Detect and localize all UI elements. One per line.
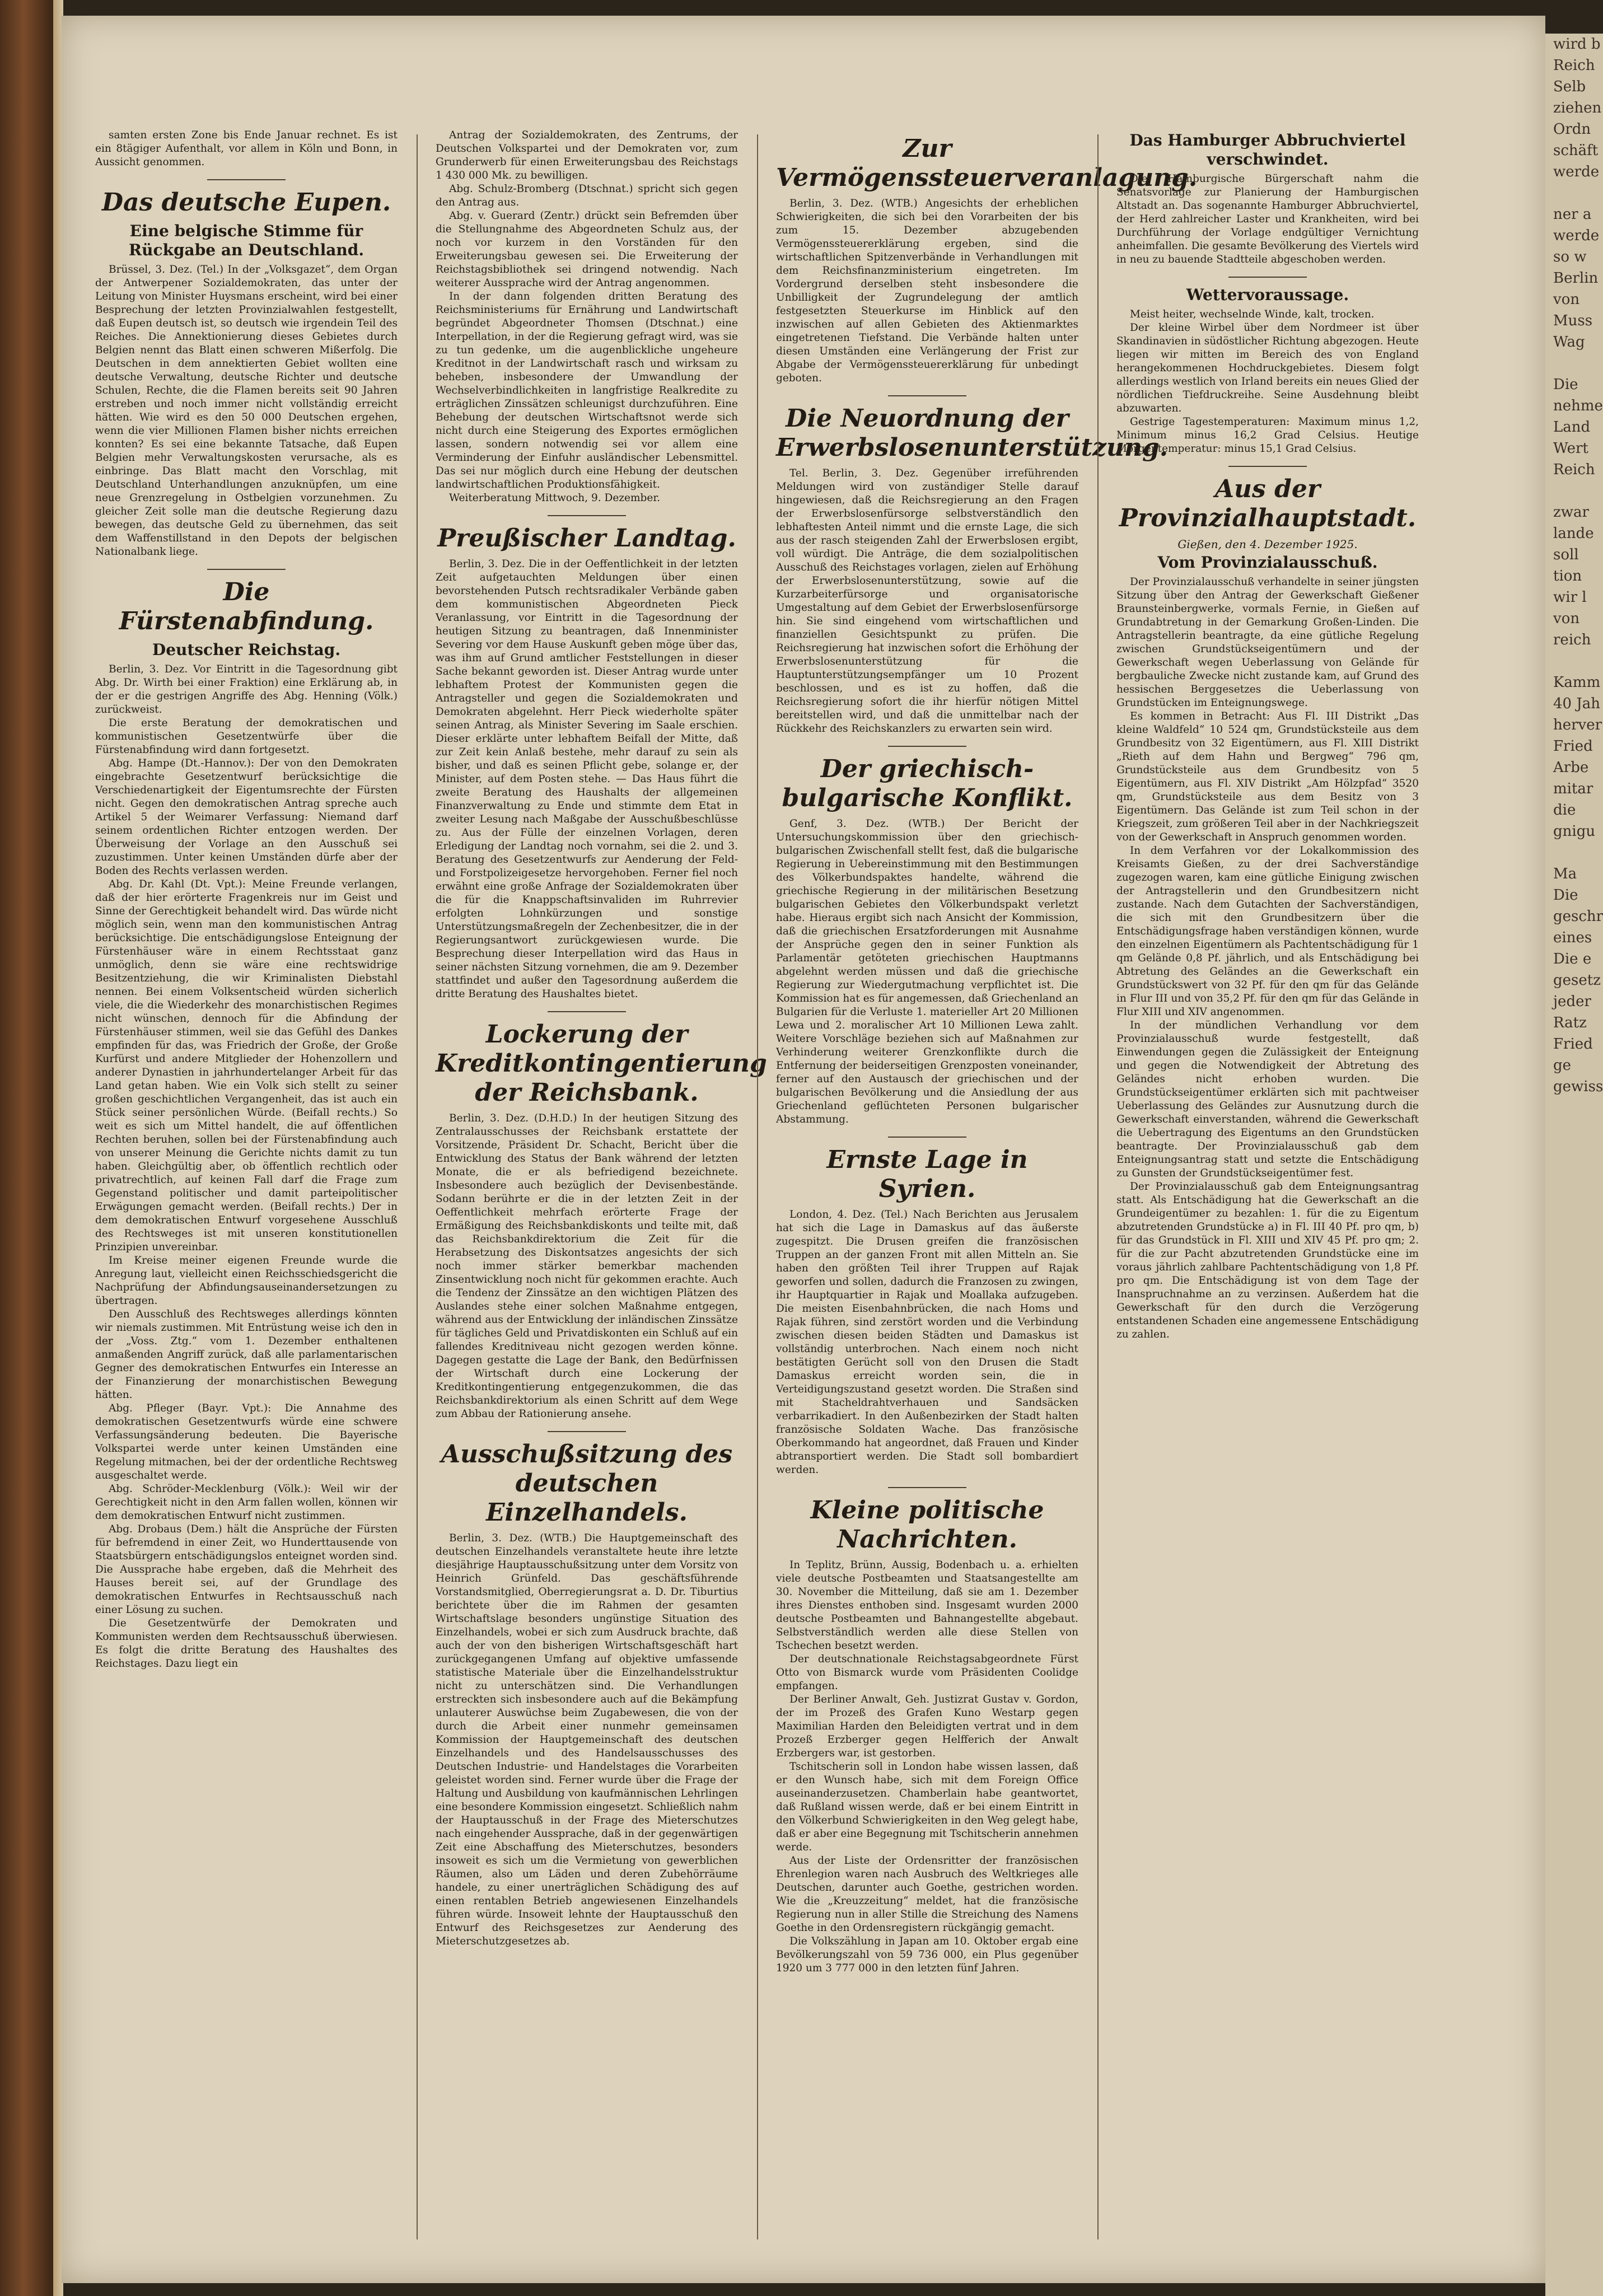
article-paragraph: Abg. Pfleger (Bayr. Vpt.): Die Annahme des demokratischen Gesetzentwurfs würde eine schwere Verfassungsänderung bedeuten. Die Bayerische Volkspartei werde unter keinen Umständen eine Regelung mitmachen, bei der der ordentliche Rechtsweg ausgeschaltet werde. [95, 1402, 398, 1481]
adjacent-page-text-fragment: Reich [1553, 57, 1595, 74]
adjacent-page-text-fragment: eines [1553, 929, 1592, 946]
article-headline: Zur Vermögenssteuerveranlagung. [776, 134, 1198, 192]
article [776, 404, 1169, 736]
newspaper-columns [95, 129, 1433, 2245]
column-2 [436, 129, 767, 2245]
article-separator [207, 179, 286, 180]
adjacent-page-text-fragment [1545, 183, 1603, 204]
article-headline: Der griechisch-bulgarische Konflikt. [782, 755, 1073, 812]
adjacent-page-text-fragment: wird b [1553, 36, 1601, 53]
article-headline: Ernste Lage in Syrien. [826, 1145, 1028, 1203]
article-headline: Ausschußsitzung des deutschen Einzelhandels. [441, 1440, 733, 1527]
adjacent-page-text-fragment: so w [1553, 249, 1587, 265]
article-subhead: Eine belgische Stimme für Rückgabe an Deutschland. [128, 222, 364, 259]
column-divider [757, 134, 758, 2239]
article-paragraph: samten ersten Zone bis Ende Januar rechnet. Es ist ein 8tägiger Aufenthalt, vor allem in Köln und Bonn, in Aussicht genommen. [95, 129, 398, 168]
article-paragraph: Abg. v. Guerard (Zentr.) drückt sein Befremden über die Stellungnahme des Abgeordneten Schulz aus, der noch vor kurzem in den Vorständen für den Erweiterungsbau gewesen sei. Die Erweiterung der Reichstagsbibliothek sei dringend notwendig. Nach weiterer Aussprache wird der Antrag angenommen. [436, 210, 738, 289]
adjacent-page-text-fragment: Die [1553, 376, 1578, 393]
adjacent-page-text-fragment: Reich [1553, 461, 1595, 478]
adjacent-page-text-fragment: werde [1553, 227, 1600, 244]
article-paragraph: Abg. Hampe (Dt.-Hannov.): Der von den Demokraten eingebrachte Gesetzentwurf berücksichtige die Verschiedenartigkeit der Eigentumsrechte der Fürsten nicht. Gegen den demokratischen Antrag spreche auch Artikel 5 der Weimarer Verfassung: Niemand darf seinem ordentlichen Richter entzogen werden. Der Überweisung der Vorlage an den Ausschuß sei zuzustimmen. Unter keinen Umständen dürfe aber der Boden des Rechts verlassen werden. [95, 757, 398, 877]
article [436, 1440, 738, 1948]
article-headline: Lockerung der Kreditkontingentierung der Reichsbank. [436, 1020, 767, 1107]
article-subhead: Wettervoraussage. [1186, 286, 1349, 304]
article-paragraph: Abg. Drobaus (Dem.) hält die Ansprüche der Fürsten für befremdend in einer Zeit, wo Hunderttausende von Staatsbürgern entschädigungslos enteignet worden sind. Die Aussprache habe ergeben, daß die Mehrheit des Hauses bereit sei, auf der Grundlage des demokratischen Entwurfes in Rechtsausschuß nach einer Lösung zu suchen. [95, 1523, 398, 1616]
article [776, 1145, 1078, 1477]
adjacent-page-text-fragment: Berlin [1553, 270, 1599, 287]
article-subhead: Vom Provinzialausschuß. [1157, 553, 1378, 572]
adjacent-page-text-fragment: Die [1553, 887, 1578, 904]
adjacent-page-text-fragment: herver [1553, 717, 1602, 733]
article-headline: Kleine politische Nachrichten. [810, 1496, 1044, 1554]
article-paragraph: Es kommen in Betracht: Aus Fl. III Distrikt „Das kleine Waldfeld“ 10 524 qm, Grundstücksteile aus dem Grundbesitz von 32 Eigentümern, aus Fl. XIII Distrikt „Rieth auf dem Hahn und Bergweg“ 796 qm, Grundstücksteile aus dem Grundbesitz von 5 Eigentümern, aus Fl. XIV Distrikt „Am Hölzpfad“ 3520 qm, Grundstücksteile aus dem Besitz von 3 Eigentümern. Das Gelände ist zum Teil schon in der Kriegszeit, zum größeren Teil aber in der Nachkriegszeit von der Gewerkschaft in Anspruch genommen worden. [1116, 710, 1419, 843]
article-paragraph: Berlin, 3. Dez. (WTB.) Angesichts der erheblichen Schwierigkeiten, die sich bei den Vorarbeiten der bis zum 15. Dezember abzugebenden Vermögenssteuererklärung ergeben, sind die wirtschaftlichen Spitzenverbände in Verhandlungen mit dem Reichsfinanzministerium eingetreten. Im Vordergrund derselben steht insbesondere die Unbilligkeit der Zugrundelegung der amtlich festgesetzten Steuerkurse im Hinblick auf den inzwischen auf allen Gebieten des Aktienmarktes eingetretenen Tiefstand. Die Verbände halten unter diesen Umständen eine Verlängerung der Frist zur Abgabe der Vermögenssteuererklärung für unbedingt geboten. [776, 198, 1078, 384]
article [95, 578, 398, 1671]
article-paragraph: Weiterberatung Mittwoch, 9. Dezember. [449, 492, 661, 504]
adjacent-page-text-fragment: Fried [1553, 738, 1593, 755]
article-paragraph: Den Ausschluß des Rechtsweges allerdings könnten wir niemals zustimmen. Mit Entrüstung weise ich den in der „Voss. Ztg.“ vom 1. Dezember enthaltenen anmaßenden Angriff zurück, daß alle parlamentarischen Gegner des demokratischen Entwurfes ein Interesse an der Finanzierung der monarchistischen Bewegung hätten. [95, 1308, 398, 1401]
adjacent-page-text-fragment: von [1553, 291, 1580, 308]
article-paragraph: Berlin, 3. Dez. (D.H.D.) In der heutigen Sitzung des Zentralausschusses der Reichsbank erstattete der Vorsitzende, Präsident Dr. Schacht, Bericht über die Entwicklung des Status der Bank während der letzten Monate, die er als befriedigend bezeichnete. Insbesondere auch bezüglich der Devisenbestände. Sodann berührte er die in der letzten Zeit in der Oeffentlichkeit mehrfach erörterte Frage der Ermäßigung des Reichsbankdiskonts und teilte mit, daß das Reichsbankdirektorium die Zeit für die Herabsetzung des Diskontsatzes angesichts der sich noch immer stärker bemerkbar machenden Zinsentwicklung noch nicht für gekommen erachte. Auch die Tendenz der Zinssätze an den wichtigen Plätzen des Auslandes stehe einer solchen Maßnahme entgegen, während aus der Entwicklung der inländischen Zinssätze für tägliches Geld und Privatdiskonten ein Schluß auf ein fallendes Kreditniveau nicht gezogen werden könne. Dagegen gestatte die Lage der Bank, den Bedürfnissen der Wirtschaft durch eine Lockerung der Kreditkontingentierung entgegenzukommen, die das Reichsbankdirektorium als einen Schritt auf dem Wege zum Abbau der Rationierung ansehe. [436, 1112, 738, 1420]
article [776, 755, 1078, 1126]
article-paragraph: In Teplitz, Brünn, Aussig, Bodenbach u. a. erhielten viele deutsche Postbeamten und Staatsangestellte am 30. November die Mitteilung, daß sie am 1. Dezember ihres Dienstes enthoben sind. Insgesamt wurden 2000 deutsche Postbeamten und Bahnangestellte abgebaut. Selbstverständlich werden alle diese Stellen von Tschechen besetzt werden. [776, 1559, 1078, 1652]
article-paragraph: Der kleine Wirbel über dem Nordmeer ist über Skandinavien in südöstlicher Richtung abgezogen. Heute liegen wir mitten im Bereich des von England herangekommenen Hochdruckgebietes. Diesem folgt allerdings westlich von Irland bereits ein neues Glied der nördlichen Tiefdruckreihe. Seine Ausdehnung bleibt abzuwarten. [1116, 322, 1419, 414]
adjacent-page-text-fragment: reich [1553, 632, 1591, 648]
article-paragraph: In der dann folgenden dritten Beratung des Reichsministeriums für Ernährung und Landwirtschaft begründet Abgeordneter Thomsen (Dtschnat.) eine Interpellation, in der die Regierung gefragt wird, was sie zu tun gedenke, um die augenblickliche ungeheure Kreditnot in der Landwirtschaft rasch und wirksam zu beheben, insbesondere der Umwandlung der Wechselverbindlichkeiten in langfristige Realkredite zu erträglichen Zinssätzen schleunigst durchzuführen. Eine Behebung der deutschen Wirtschaftsnot werde sich nicht durch eine Steigerung des Exportes ermöglichen lassen, sondern notwendig sei vor allem eine Verminderung der Einfuhr ausländischer Lebensmittel. Das sei nur möglich durch eine Hebung der deutschen landwirtschaftlichen Produktionsfähigkeit. [436, 291, 738, 490]
article-paragraph: Genf, 3. Dez. (WTB.) Der Bericht der Untersuchungskommission über den griechisch-bulgarischen Zwischenfall stellt fest, daß die bulgarische Regierung in Uebereinstimmung mit den Bestimmungen des Völkerbundspaktes handelte, während die griechische Regierung in der militärischen Besetzung bulgarischen Gebietes den Völkerbundspakt verletzt habe. Hieraus ergibt sich nach Ansicht der Kommission, daß die griechischen Ersatzforderungen mit Ausnahme der Ansprüche gegen den in seiner Funktion als Parlamentär getöteten griechischen Hauptmanns abgelehnt werden müssen und daß die griechische Regierung zur Wiedergutmachung verpflichtet ist. Die Kommission hat es für angemessen, daß Griechenland an Bulgarien für die Verluste 1. materieller Art 20 Millionen Lewa und 2. moralischer Art 10 Millionen Lewa zahlt. Weitere Vorschläge beziehen sich auf Maßnahmen zur Verhinderung weiterer Grenzkonflikte durch die Entfernung der beiderseitigen Grenzposten voneinander, ferner auf den Austausch der griechischen und der bulgarischen Bevölkerung und die Ansiedlung der aus Griechenland geflüchteten Personen bulgarischer Abstammung. [776, 818, 1078, 1125]
adjacent-page-text-fragment [1545, 651, 1603, 672]
adjacent-page-text-fragment: die [1553, 802, 1576, 819]
adjacent-page-text-fragment: ziehen [1553, 100, 1602, 116]
adjacent-page-text-fragment: jeder [1553, 993, 1591, 1010]
article-separator [1228, 466, 1307, 467]
adjacent-page-text-fragment: 40 Jah [1553, 695, 1601, 712]
article-headline: Aus der Provinzialhauptstadt. [1119, 475, 1417, 532]
article-paragraph: Brüssel, 3. Dez. (Tel.) In der „Volksgazet“, dem Organ der Antwerpener Sozialdemokraten, das unter der Leitung von Minister Huysmans erscheint, wird bei einer Besprechung der letzten Provinzialwahlen festgestellt, daß Eupen deutsch ist, so deutsch wie irgendein Teil des Reiches. Die Annektionierung dieses Gebietes durch Belgien nennt das Blatt einen schweren Mißerfolg. Die Deutschen in dem annektierten Gebiet wollten eine deutsche Verwaltung, deutsche Richter und deutsche Schulen, Rechte, die die Flamen bereits seit 90 Jahren erstreben und noch immer nicht vollständig erreicht hätten. Wie wird es den 50 000 Deutschen ergehen, wenn die vier Millionen Flamen bisher nichts erreichen konnten? Es sei eine bekannte Tatsache, daß Eupen Belgien mehr Verwaltungskosten verursache, als es einbringe. Das Blatt macht den Vorschlag, mit Deutschland Unterhandlungen anzuknüpfen, um eine neue Grenzregelung in Ostbelgien vorzunehmen. Zu gleicher Zeit solle man die deutsche Regierung dazu bewegen, das deutsche Geld zu übernehmen, das seit dem Waffenstillstand in den Depots der belgischen Nationalbank liege. [95, 264, 398, 558]
article-subhead: Das Hamburger Abbruchviertel verschwindet. [1129, 131, 1406, 169]
adjacent-page-text-fragment: ner a [1553, 206, 1592, 223]
article-headline: Die Fürstenabfindung. [119, 578, 374, 635]
article-separator [888, 1487, 966, 1488]
adjacent-page-text-fragment: Ma [1553, 866, 1577, 882]
adjacent-page-text-fragment: Muss [1553, 312, 1593, 329]
adjacent-page-text-fragment: gnigu [1553, 823, 1596, 840]
article-separator [548, 515, 626, 516]
adjacent-page-text-fragment [1545, 842, 1603, 863]
article [776, 1496, 1078, 1975]
adjacent-page-text-fragment: von [1553, 610, 1580, 627]
adjacent-page-text-fragment: Wag [1553, 334, 1585, 350]
article-separator [1228, 277, 1307, 278]
article-headline: Preußischer Landtag. [437, 524, 736, 553]
column-1 [95, 129, 398, 2245]
adjacent-page-text-fragment: zwar [1553, 504, 1589, 521]
adjacent-page-edge [1545, 34, 1603, 2296]
adjacent-page-text-fragment: mitar [1553, 780, 1593, 797]
article-paragraph: Die erste Beratung der demokratischen und kommunistischen Gesetzentwürfe über die Fürstenabfindung wird dann fortgesetzt. [95, 717, 398, 756]
article [1116, 286, 1419, 456]
article-paragraph: Der Berliner Anwalt, Geh. Justizrat Gustav v. Gordon, der im Prozeß des Grafen Kuno Westarp gegen Maximilian Harden den Beleidigten vertrat und in dem Prozeß Erzberger gegen Helfferich der Anwalt Erzbergers war, ist gestorben. [776, 1694, 1078, 1759]
article-paragraph: Tschitscherin soll in London habe wissen lassen, daß er den Wunsch habe, sich mit dem Foreign Office auseinanderzusetzen. Chamberlain habe geantwortet, daß Rußland wissen werde, daß er bei einem Eintritt in den Völkerbund Schwierigkeiten in den Weg gelegt habe, daß er aber eine Begegnung mit Tschitscherin annehmen werde. [776, 1761, 1078, 1853]
article [1116, 131, 1419, 266]
article [95, 129, 398, 169]
article-paragraph: Die Gesetzentwürfe der Demokraten und Kommunisten werden dem Rechtsausschuß überwiesen. Es folgt die dritte Beratung des Haushaltes des Reichstages. Dazu liegt ein [95, 1617, 398, 1670]
adjacent-page-text-fragment: gesetz [1553, 972, 1601, 989]
article-paragraph: Gestrige Tagestemperaturen: Maximum minus 1,2, Minimum minus 16,2 Grad Celsius. Heutige Morgentemperatur: minus 15,1 Grad Celsius. [1116, 416, 1419, 455]
adjacent-page-text-fragment: Die e [1553, 951, 1592, 967]
article-headline: Die Neuordnung der Erwerbslosenunterstützung. [776, 404, 1169, 462]
article-paragraph: In der mündlichen Verhandlung vor dem Provinzialausschuß wurde festgestellt, daß Einwendungen gegen die Zulässigkeit der Enteignung und gegen die Notwendigkeit der Abtretung des Geländes nicht erhoben wurden. Die Grundstückseigentümer erklärten sich mit pachtweiser Ueberlassung des Geländes zur Ausnutzung durch die Gewerkschaft einverstanden, während die Gewerkschaft die Uebertragung des Eigentums an den Grundstücken beantragte. Der Provinzialausschuß gab dem Enteignungsantrag statt und setzte die Entschädigung zu Gunsten der Grundstückseigentümer fest. [1116, 1020, 1419, 1179]
article-paragraph: Abg. Schulz-Bromberg (Dtschnat.) spricht sich gegen den Antrag aus. [436, 183, 738, 208]
adjacent-page-text-fragment: Kamm [1553, 674, 1601, 691]
article [436, 1020, 767, 1421]
article-paragraph: London, 4. Dez. (Tel.) Nach Berichten aus Jerusalem hat sich die Lage in Damaskus auf das äußerste zugespitzt. Die Drusen greifen die französischen Truppen an der ganzen Front mit allen Mitteln an. Sie haben den größten Teil ihrer Truppen auf Rajak geworfen und sollen, dadurch die Franzosen zu zwingen, ihr Hauptquartier in Rajak und Moallaka aufzugeben. Die meisten Eisenbahnbrücken, die nach Homs und Rajak führen, sind zerstört worden und die Verbindung zwischen diesen beiden Städten und Damaskus ist vollständig unterbrochen. Nach einem noch nicht bestätigten Gerücht soll von den Drusen die Stadt Damaskus erreicht worden sein, die in Verteidigungszustand gesetzt worden. Die Straßen sind mit Stacheldrahtverhauen und Sandsäcken verbarrikadiert. In den Außenbezirken der Stadt halten französische Soldaten Wache. Das französische Oberkommando hat angeordnet, daß Frauen und Kinder abtransportiert werden. Die Stadt soll bombardiert werden. [776, 1209, 1078, 1476]
adjacent-page-text-fragment: gewiss [1553, 1078, 1603, 1095]
article-paragraph: Der Provinzialausschuß gab dem Enteignungsantrag statt. Als Entschädigung hat die Gewerkschaft an die Grundeigentümer zu bezahlen: 1. für die zu Eigentum abzutretenden Grundstücke a) in Fl. III 40 Pf. pro qm, b) für das Grundstück in Fl. XIII und XIV 45 Pf. pro qm; 2. für die zur Pacht abzutretenden Grundstücke eine im voraus jährlich zahlbare Pachtentschädigung von 1,8 Pf. pro qm. Die Entschädigung ist von dem Tage der Inanspruchnahme an zu verzinsen. Außerdem hat die Gewerkschaft für den durch die Verzögerung entstandenen Schaden eine angemessene Entschädigung zu zahlen. [1116, 1181, 1419, 1340]
article-paragraph: Meist heiter, wechselnde Winde, kalt, trocken. [1130, 308, 1375, 320]
adjacent-page-text-fragment: Ordn [1553, 121, 1591, 138]
article-dateline: Gießen, den 4. Dezember 1925. [1177, 537, 1358, 551]
article [436, 524, 738, 1001]
article-paragraph: Die Volkszählung in Japan am 10. Oktober ergab eine Bevölkerungszahl von 59 736 000, ein Plus gegenüber 1920 um 3 777 000 in den letzten fünf Jahren. [776, 1935, 1078, 1974]
article-separator [888, 395, 966, 396]
article-paragraph: Aus der Liste der Ordensritter der französischen Ehrenlegion waren nach Ausbruch des Weltkrieges alle Deutschen, darunter auch Goethe, gestrichen worden. Wie die „Kreuzzeitung“ meldet, hat die französische Regierung nun in aller Stille die Streichung des Namens Goethe in den Ordensregistern rückgängig gemacht. [776, 1855, 1078, 1934]
article-paragraph: Berlin, 3. Dez. Vor Eintritt in die Tagesordnung gibt Abg. Dr. Wirth bei einer Fraktion) eine Erklärung ab, in der er die gestrigen Angriffe des Abg. Henning (Völk.) zurückweist. [95, 663, 398, 716]
article-paragraph: Antrag der Sozialdemokraten, des Zentrums, der Deutschen Volkspartei und der Demokraten vor, zum Grunderwerb für einen Erweiterungsbau des Reichstags 1 430 000 Mk. zu bewilligen. [436, 129, 738, 181]
adjacent-page-text-fragment: Fried [1553, 1036, 1593, 1053]
article [776, 134, 1198, 385]
adjacent-page-text-fragment: wir l [1553, 589, 1587, 606]
article-paragraph: In dem Verfahren vor der Lokalkommission des Kreisamts Gießen, zu der drei Sachverständige zugezogen waren, kam eine gütliche Einigung zwischen der Antragstellerin und den Grundbesitzern nicht zustande. Nach dem Gutachten der Sachverständigen, die sich mit den Grundbesitzern über die Entschädigungsfrage haben verständigen können, wurde den einzelnen Eigentümern als Pachtentschädigung für 1 qm Gelände 0,8 Pf. jährlich, und als Entschädigung bei Abtretung des Geländes an die Gewerkschaft ein Grundstückswert von 32 Pf. für den qm für das Gelände in Flur III und von 35,2 Pf. für den qm für das Gelände in Flur XIII und XIV angenommen. [1116, 845, 1419, 1018]
adjacent-page-text-fragment: Land [1553, 419, 1591, 436]
adjacent-page-text-fragment: Wert [1553, 440, 1588, 457]
adjacent-page-text-fragment: lande [1553, 525, 1594, 542]
article-separator [207, 569, 286, 570]
adjacent-page-text-fragment: Ratz [1553, 1014, 1587, 1031]
adjacent-page-text-fragment: tion [1553, 568, 1582, 584]
adjacent-page-text-fragment: schäft [1553, 142, 1599, 159]
adjacent-page-text-fragment: soll [1553, 546, 1579, 563]
article-paragraph: Abg. Dr. Kahl (Dt. Vpt.): Meine Freunde verlangen, daß der hier erörterte Fragenkreis nur im Geist und Sinne der Gerechtigkeit behandelt wird. Das würde nicht möglich sein, wenn man den kommunistischen Antrag berücksichtige. Die entschädigungslose Enteignung der Fürstenhäuser wäre in einem Rechtsstaat ganz unmöglich, denn sie wäre eine rechtswidrige Besitzentziehung, die wir Kriminalisten Diebstahl nennen. Bei einem Volksentscheid würden sicherlich viele, die die Wiederkehr des monarchistischen Regimes nicht wünschen, dennoch für die Abfindung der Fürstenhäuser stimmen, weil sie das Gefühl des Dankes empfinden für das, was Friedrich der Große, der Große Kurfürst und andere Mitglieder der Hohenzollern und anderer Dynastien in jahrhundertelanger Arbeit für das Land getan haben. Wie ein Volk sich stellt zu seiner großen geschichtlichen Vergangenheit, das ist auch ein Stück seiner persönlichen Würde. (Beifall rechts.) So weit es sich um Mittel handelt, die auf öffentlichen Rechten beruhen, sollen bei der Fürstenabfindung auch von unserer Meinung die Gerichte nichts damit zu tun haben. Gleichgültig aber, ob öffentlich rechtlich oder privatrechtlich, auf keinen Fall darf die Frage zum Gegenstand politischer und damit parteipolitischer Erwägungen gemacht werden. (Beifall rechts.) Der in dem demokratischen Entwurf vorgesehene Ausschluß des Rechtsweges ist mit unseren konstitutionellen Prinzipien unvereinbar. [95, 878, 398, 1253]
adjacent-page-text-fragment: Selb [1553, 78, 1586, 95]
article-paragraph: Berlin, 3. Dez. Die in der Oeffentlichkeit in der letzten Zeit aufgetauchten Meldungen über einen bevorstehenden Putsch rechtsradikaler Verbände gaben dem kommunistischen Abgeordneten Pieck Veranlassung, vor Eintritt in die Tagesordnung der heutigen Sitzung zu beantragen, daß Innenminister Severing vor dem Hause Auskunft geben möge über das, was ihm auf Grund amtlicher Feststellungen in dieser Sache bekannt geworden ist. Dieser Antrag wurde unter lebhaftem Protest der Kommunisten gegen die Antragsteller und gegen die Sozialdemokraten und Demokraten abgelehnt. Herr Pieck wiederholte später seinen Antrag, als Minister Severing im Saale erschien. Dieser erklärte unter lebhaftem Beifall der Mitte, daß zur Zeit kein Anlaß bestehe, mehr darauf zu sein als bisher, und daß es seinen Pflicht gebe, solange er, der Minister, auf dem Posten stehe. — Das Haus führt die zweite Beratung des Haushalts der allgemeinen Finanzverwaltung zu Ende und stimmte dem Etat in zweiter Lesung nach Maßgabe der Ausschußbeschlüsse zu. Aus der Fülle der einzelnen Vorlagen, deren Erledigung der Landtag noch vornahm, sei die 2. und 3. Beratung des Gesetzentwurfs zur Aenderung der Feld- und Forstpolizeigesetze hervorgehoben. Ferner fiel noch erwähnt eine große Anfrage der Sozialdemokraten über die für die Knappschaftsinvaliden im Ruhrrevier erfolgten Lohnkürzungen und sonstige Unterstützungsmaßregeln der Zechenbesitzer, die in der Regierungsantwort zurückgewiesen wurde. Die Besprechung dieser Interpellation wird das Haus in seiner nächsten Sitzung vornehmen, die am 9. Dezember stattfindet und außer den Tagesordnung außerdem die dritte Beratung des Haushaltes bietet. [436, 558, 738, 1000]
adjacent-page-text-fragment [1545, 353, 1603, 374]
article [95, 188, 398, 559]
article-paragraph: Abg. Schröder-Mecklenburg (Völk.): Weil wir der Gerechtigkeit nicht in den Arm fallen wollen, können wir dem demokratischen Entwurf nicht zustimmen. [95, 1483, 398, 1522]
adjacent-page-text-fragment [1545, 480, 1603, 502]
column-divider [1097, 134, 1099, 2239]
adjacent-page-text-fragment: geschr [1553, 908, 1603, 925]
adjacent-page-text-fragment: Arbe [1553, 759, 1589, 776]
article-separator [888, 1137, 966, 1138]
article-paragraph: Die Hamburgische Bürgerschaft nahm die Senatsvorlage zur Planierung der Hamburgischen Altstadt an. Das sogenannte Hamburger Abbruchviertel, der Herd zahlreicher Laster und Krankheiten, wird bei Durchführung der Vorlage endgültiger Vernichtung anheimfallen. Die gesamte Bevölkerung des Viertels wird in neu zu bauende Stadtteile abgeschoben werden. [1116, 173, 1419, 265]
article-paragraph: Tel. Berlin, 3. Dez. Gegenüber irreführenden Meldungen wird von zuständiger Stelle darauf hingewiesen, daß die Reichsregierung an den Fragen der Erwerbslosenfürsorge selbstverständlich den lebhaftesten Anteil nimmt und die ernste Lage, die sich aus der rasch steigenden Zahl der Erwerbslosen ergibt, voll würdigt. Die Anträge, die dem sozialpolitischen Ausschuß des Reichstages vorlagen, zielen auf Erhöhung der Erwerbslosenunterstützung, sowie auf die Kurzarbeiterfürsorge und organisatorische Umgestaltung auf dem Gebiet der Erwerbslosenfürsorge hin. Sie sind eingehend vom wirtschaftlichen und finanziellen Gesichtspunkt zu prüfen. Die Reichsregierung hat inzwischen sofort die Erhöhung der Erwerbslosenunterstützung für die Hauptunterstützungsempfänger um 10 Prozent beschlossen, und es ist zu hoffen, daß die Reichsregierung sofort die ihr hierfür nötigen Mittel bereitstellen wird, und daß die unmittelbar nach der Rückkehr des Reichskanzlers zu erwarten sein wird. [776, 467, 1078, 735]
article-separator [888, 746, 966, 747]
article [436, 129, 738, 505]
article-separator [548, 1011, 626, 1012]
adjacent-page-text-fragment: ge [1553, 1057, 1572, 1074]
article-separator [548, 1431, 626, 1432]
adjacent-page-text-fragment: werde [1553, 163, 1600, 180]
article [1116, 475, 1419, 1341]
adjacent-page-text-fragment: nehme [1553, 398, 1603, 414]
article-paragraph: Der deutschnationale Reichstagsabgeordnete Fürst Otto von Bismarck wurde vom Präsidenten Coolidge empfangen. [776, 1653, 1078, 1692]
article-paragraph: Im Kreise meiner eigenen Freunde wurde die Anregung laut, vielleicht einen Reichsschiedsgericht die Nachprüfung der Abfindungsauseinandersetzungen zu übertragen. [95, 1255, 398, 1307]
article-headline: Das deutsche Eupen. [101, 188, 391, 217]
article-paragraph: Berlin, 3. Dez. (WTB.) Die Hauptgemeinschaft des deutschen Einzelhandels veranstaltete heute ihre letzte diesjährige Hauptausschußsitzung unter dem Vorsitz von Heinrich Grünfeld. Das geschäftsführende Vorstandsmitglied, Oberregierungsrat a. D. Dr. Tiburtius berichtete über die im Rahmen der gesamten Wirtschaftslage besonders ungünstige Situation des Einzelhandels, wobei er sich zum Ausdruck brachte, daß auch der von den bisherigen Wirtschaftsgeschäft hart zurückgegangenen Umfang auf objektive umfassende statistische Materiale über die Einzelhandelsstruktur nicht zu unterschätzen sind. Die Verhandlungen erstreckten sich insbesondere auch auf die Bekämpfung unlauterer Auswüchse beim Zugabewesen, die von der durch die Arbeit einer nunmehr gemeinsamen Kommission der Hauptgemeinschaft des deutschen Einzelhandels und des Handelsausschusses des Deutschen Industrie- und Handelstages die Vorarbeiten geleistet worden sind. Ferner wurde über die Frage der Haltung und Ausbildung von kaufmännischen Lehrlingen eine besondere Kommission eingesetzt. Schließlich nahm der Hauptausschuß in der Frage des Mieterschutzes nach eingehender Aussprache, daß in der gegenwärtigen Zeit eine Abschaffung des Mieterschutzes, besonders insoweit es sich um die Vermietung von gewerblichen Räumen, also um Läden und deren Zubehörräume handele, zu einer unerträglichen Schädigung des auf einen rentablen Betrieb angewiesenen Einzelhandels führen würde. Insoweit lehnte der Hauptausschuß den Entwurf des Reichsgesetzes zur Aenderung des Mieterschutzgesetzes ab. [436, 1532, 738, 1947]
article-paragraph: Der Provinzialausschuß verhandelte in seiner jüngsten Sitzung über den Antrag der Gewerkschaft Gießener Braunsteinbergwerke, vormals Fernie, in Gießen auf Grundabtretung in der Gemarkung Großen-Linden. Die Antragstellerin beantragte, da eine gütliche Regelung zwischen Grundstückseigentümern und der Gewerkschaft wegen Ueberlassung von Gelände für bergbauliche Zwecke nicht zustande kam, auf Grund des hessischen Berggesetzes die Ueberlassung von Grundstücken im Enteignungswege. [1116, 576, 1419, 709]
adjacent-page-fragments [1545, 34, 1603, 1097]
column-3 [776, 129, 1198, 2245]
column-divider [417, 134, 418, 2239]
article-subhead: Deutscher Reichstag. [152, 640, 341, 659]
column-4 [1116, 129, 1419, 2245]
book-binding [0, 0, 53, 2296]
